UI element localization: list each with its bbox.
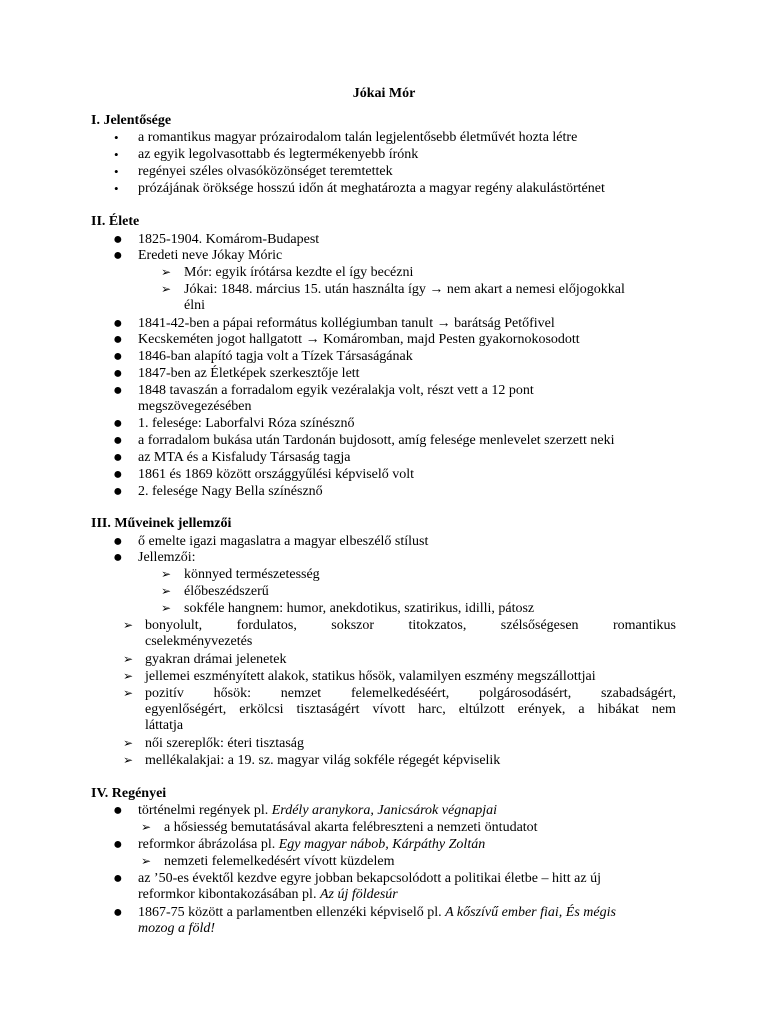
word: hősök: xyxy=(213,686,251,701)
section-heading-4: IV. Regényei xyxy=(91,786,167,801)
bullet-icon: ● xyxy=(113,331,123,348)
arrow-right-icon: → xyxy=(429,282,444,297)
bullet-icon: ● xyxy=(113,904,123,921)
list-item: ő emelte igazi magaslatra a magyar elbeszélő stílust xyxy=(138,534,429,549)
list-item: gyakran drámai jelenetek xyxy=(145,652,287,667)
list-item: 1861 és 1869 között országgyűlési képviselő volt xyxy=(138,467,415,482)
word: erkölcsi xyxy=(239,702,284,717)
bullet-icon: ● xyxy=(113,533,123,550)
novel-titles: Az új földesúr xyxy=(319,887,398,902)
novel-titles: A kőszívű ember fiai, És mégis xyxy=(445,905,616,920)
list-subitem: a hősiesség bemutatásával akarta felébreszteni a nemzeti öntudatot xyxy=(164,820,538,835)
novel-titles: mozog a föld! xyxy=(138,921,215,936)
word: fordulatos, xyxy=(236,618,297,633)
list-subitem: sokféle hangnem: humor, anekdotikus, szatirikus, idilli, pátosz xyxy=(184,601,535,616)
word: polgárosodásért, xyxy=(479,686,572,701)
word: egyenlőségért, xyxy=(145,702,227,717)
list-item-text: történelmi regények pl. xyxy=(138,803,272,818)
list-item: jellemei eszményített alakok, statikus hősök, valamilyen eszmény megszállottjai xyxy=(145,669,596,684)
word: felemelkedéséért, xyxy=(350,686,450,701)
list-item: 1846-ban alapító tagja volt a Tízek Társaságának xyxy=(138,349,413,364)
bullet-icon: ● xyxy=(113,870,123,887)
novel-titles: Egy magyar nábob, Kárpáthy Zoltán xyxy=(278,837,486,852)
word: szélsőségesen xyxy=(500,618,579,633)
list-item-text: Kecskeméten jogot hallgatott xyxy=(138,332,303,347)
list-item-continuation: cselekményvezetés xyxy=(145,634,253,649)
arrow-bullet-icon: ➢ xyxy=(161,265,172,279)
list-item: 1. felesége: Laborfalvi Róza színésznő xyxy=(138,416,355,431)
section-heading-1: I. Jelentősége xyxy=(91,113,172,128)
list-item-continuation xyxy=(138,886,398,903)
list-item xyxy=(145,685,676,702)
word: bonyolult, xyxy=(145,618,203,633)
list-item-text: reformkor kibontakozásában pl. xyxy=(138,887,320,902)
list-item: mellékalakjai: a 19. sz. magyar világ sokféle régegét képviselik xyxy=(145,753,501,768)
arrow-bullet-icon: ➢ xyxy=(123,618,134,632)
list-item-continuation: megszövegezésében xyxy=(138,399,252,414)
word: hibákat xyxy=(597,702,639,717)
list-item: a forradalom bukása után Tardonán bujdosott, amíg felesége menlevelet szerzett neki xyxy=(138,433,615,448)
word: romantikus xyxy=(612,618,676,633)
list-item xyxy=(138,331,580,348)
list-item xyxy=(138,904,616,921)
bullet-icon: • xyxy=(114,181,119,196)
arrow-bullet-icon: ➢ xyxy=(161,584,172,598)
list-item xyxy=(145,617,676,634)
bullet-icon: ● xyxy=(113,382,123,399)
list-item xyxy=(138,836,485,853)
list-item-continuation: láttatja xyxy=(145,718,184,733)
word: a xyxy=(578,702,585,717)
novel-titles: Erdély aranykora, Janicsárok végnapjai xyxy=(271,803,497,818)
bullet-icon: • xyxy=(114,164,119,179)
list-subitem-text: nem akart a nemesi előjogokkal xyxy=(446,282,625,297)
bullet-icon: • xyxy=(114,130,119,145)
arrow-bullet-icon: ➢ xyxy=(123,736,134,750)
arrow-bullet-icon: ➢ xyxy=(123,652,134,666)
word: nemzet xyxy=(280,686,322,701)
section-heading-3: III. Műveinek jellemzői xyxy=(91,516,232,531)
list-item: 1847-ben az Életképek szerkesztője lett xyxy=(138,366,360,381)
bullet-icon: ● xyxy=(113,836,123,853)
list-item-continuation xyxy=(145,701,676,718)
bullet-icon: ● xyxy=(113,348,123,365)
bullet-icon: ● xyxy=(113,549,123,566)
word: harc, xyxy=(418,702,446,717)
list-item: 1825-1904. Komárom-Budapest xyxy=(138,232,320,247)
section-heading-2: II. Élete xyxy=(91,214,140,229)
list-item: az MTA és a Kisfaludy Társaság tagja xyxy=(138,450,351,465)
list-item-text: 1867-75 között a parlamentben ellenzéki képviselő pl. xyxy=(138,905,446,920)
page-title: Jókai Mór xyxy=(352,86,416,101)
arrow-right-icon: → xyxy=(436,316,451,331)
bullet-icon: ● xyxy=(113,449,123,466)
list-item: 2. felesége Nagy Bella színésznő xyxy=(138,484,323,499)
list-subitem-text: Jókai: 1848. március 15. után használta így xyxy=(184,282,426,297)
bullet-icon: ● xyxy=(113,483,123,500)
arrow-bullet-icon: ➢ xyxy=(161,601,172,615)
list-item: 1848 tavaszán a forradalom egyik vezéralakja volt, részt vett a 12 pont xyxy=(138,383,534,398)
bullet-icon: ● xyxy=(113,247,123,264)
arrow-bullet-icon: ➢ xyxy=(141,854,152,868)
word: eltúlzott xyxy=(458,702,505,717)
list-subitem: könnyed természetesség xyxy=(184,567,320,582)
arrow-right-icon: → xyxy=(305,332,320,347)
list-item-text: Komáromban, majd Pesten gyakornokosodott xyxy=(323,332,580,347)
arrow-bullet-icon: ➢ xyxy=(141,820,152,834)
bullet-icon: ● xyxy=(113,432,123,449)
word: vívott xyxy=(372,702,406,717)
list-item: az egyik legolvasottabb és legtermékenyebb írónk xyxy=(138,147,419,162)
arrow-bullet-icon: ➢ xyxy=(123,686,134,700)
arrow-bullet-icon: ➢ xyxy=(123,753,134,767)
bullet-icon: ● xyxy=(113,415,123,432)
list-item: női szereplők: éteri tisztaság xyxy=(145,736,304,751)
list-item: prózájának öröksége hosszú időn át meghatározta a magyar regény alakulástörténet xyxy=(138,181,605,196)
list-item: Jellemzői: xyxy=(138,550,196,565)
arrow-bullet-icon: ➢ xyxy=(161,282,172,296)
bullet-icon: ● xyxy=(113,802,123,819)
word: pozitív xyxy=(145,686,184,701)
arrow-bullet-icon: ➢ xyxy=(123,669,134,683)
word: nem xyxy=(651,702,676,717)
list-item: regényei széles olvasóközönséget teremtettek xyxy=(138,164,393,179)
word: titokzatos, xyxy=(408,618,467,633)
bullet-icon: ● xyxy=(113,231,123,248)
list-item-text: reformkor ábrázolása pl. xyxy=(138,837,279,852)
arrow-bullet-icon: ➢ xyxy=(161,567,172,581)
bullet-icon: ● xyxy=(113,315,123,332)
list-item xyxy=(138,802,497,819)
bullet-icon: ● xyxy=(113,365,123,382)
list-subitem: Mór: egyik írótársa kezdte el így becézni xyxy=(184,265,414,280)
list-subitem: nemzeti felemelkedésért vívott küzdelem xyxy=(164,854,395,869)
bullet-icon: ● xyxy=(113,466,123,483)
list-subitem-continuation: élni xyxy=(184,298,205,313)
word: erények, xyxy=(517,702,566,717)
list-item: a romantikus magyar prózairodalom talán legjelentősebb életművét hozta létre xyxy=(138,130,578,145)
list-subitem: élőbeszédszerű xyxy=(184,584,269,599)
list-item: Eredeti neve Jókay Móric xyxy=(138,248,283,263)
list-item xyxy=(138,315,555,332)
word: sokszor xyxy=(331,618,375,633)
word: szabadságért, xyxy=(600,686,676,701)
list-subitem xyxy=(184,281,625,298)
list-item: az ’50-es évektől kezdve egyre jobban bekapcsolódott a politikai életbe – hitt az új xyxy=(138,871,601,886)
word: tisztaságért xyxy=(296,702,360,717)
bullet-icon: • xyxy=(114,147,119,162)
list-item-text: barátság Petőfivel xyxy=(454,316,555,331)
list-item-text: 1841-42-ben a pápai református kollégiumban tanult xyxy=(138,316,434,331)
